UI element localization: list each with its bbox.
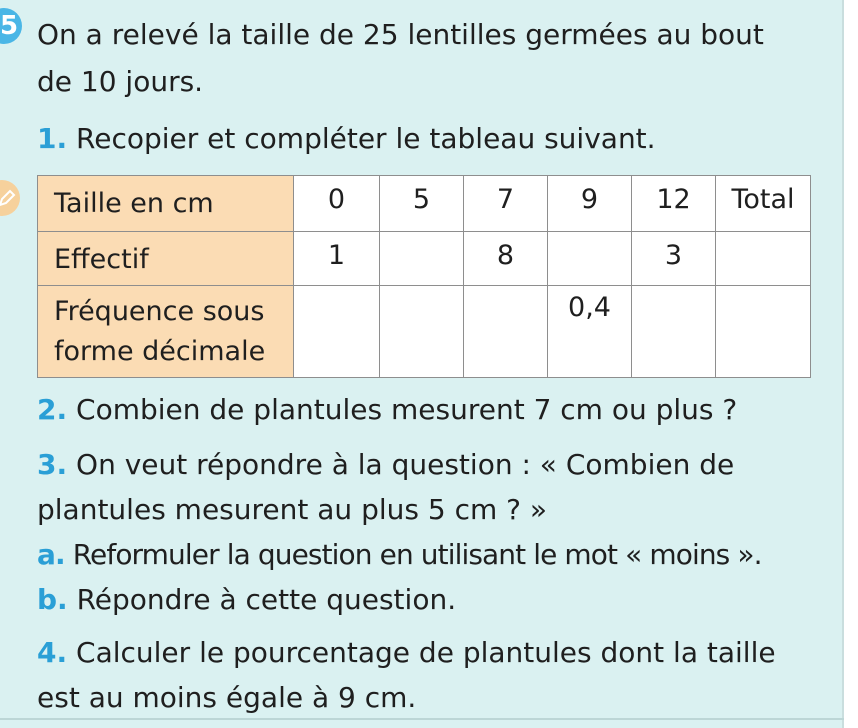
- table-cell: [294, 286, 380, 378]
- question-3-line-2: plantules mesurent au plus 5 cm ? »: [37, 493, 548, 526]
- pencil-icon: [0, 180, 20, 216]
- question-4-line-2: est au moins égale à 9 cm.: [37, 681, 417, 714]
- question-1: [37, 118, 656, 160]
- table-header-cell: Total: [716, 176, 811, 232]
- question-3-text: On veut répondre à la question : « Combien de: [67, 448, 735, 481]
- frequence-label: [38, 286, 294, 378]
- question-4-number: 4.: [37, 636, 68, 669]
- intro-line-1: On a relevé la taille de 25 lentilles germées au bout: [37, 18, 764, 51]
- table-cell: [464, 286, 548, 378]
- bottom-divider: [0, 718, 844, 720]
- table-header-cell: 5: [380, 176, 464, 232]
- table-cell: [548, 232, 632, 286]
- frequence-label-line-2: forme décimale: [54, 336, 266, 367]
- question-3a-letter: a.: [37, 538, 65, 571]
- table-cell: [716, 286, 811, 378]
- page-edge: [842, 0, 858, 728]
- question-1-text: Recopier et compléter le tableau suivant.: [67, 122, 656, 155]
- table-cell: 8: [464, 232, 548, 286]
- table-cell: [632, 286, 716, 378]
- question-3a-text: Reformuler la question en utilisant le mot « moins ».: [64, 538, 762, 571]
- table-cell: 0,4: [548, 286, 632, 378]
- table-header-cell: 9: [548, 176, 632, 232]
- table-cell: 3: [632, 232, 716, 286]
- question-1-number: 1.: [37, 122, 68, 155]
- table-cell: [716, 232, 811, 286]
- table-row-frequence: [38, 286, 811, 378]
- table-header-cell: 7: [464, 176, 548, 232]
- pencil-glyph: [0, 188, 17, 208]
- table-header-cell: 12: [632, 176, 716, 232]
- question-3b-letter: b.: [37, 583, 68, 616]
- table-row-taille: [38, 176, 811, 232]
- question-3-number: 3.: [37, 448, 68, 481]
- table-cell: [380, 286, 464, 378]
- frequence-label-line-1: Fréquence sous: [54, 296, 265, 327]
- table-header-label: Taille en cm: [38, 176, 294, 232]
- table-cell: [380, 232, 464, 286]
- intro-line-2: de 10 jours.: [37, 65, 204, 98]
- exercise-number: 5: [0, 11, 19, 41]
- question-3-line-1: [37, 444, 734, 486]
- question-3b-text: Répondre à cette question.: [67, 583, 457, 616]
- table-row-effectif: [38, 232, 811, 286]
- question-3a: [37, 534, 762, 576]
- table-cell: 1: [294, 232, 380, 286]
- table-header-cell: 0: [294, 176, 380, 232]
- data-table: [37, 175, 811, 378]
- question-2-number: 2.: [37, 393, 68, 426]
- question-2: [37, 389, 737, 431]
- question-2-text: Combien de plantules mesurent 7 cm ou plus ?: [67, 393, 738, 426]
- question-4-text: Calculer le pourcentage de plantules dont la taille: [67, 636, 776, 669]
- question-4-line-1: [37, 632, 776, 674]
- effectif-label: Effectif: [38, 232, 294, 286]
- exercise-number-badge: [0, 8, 22, 44]
- question-3b: [37, 579, 456, 621]
